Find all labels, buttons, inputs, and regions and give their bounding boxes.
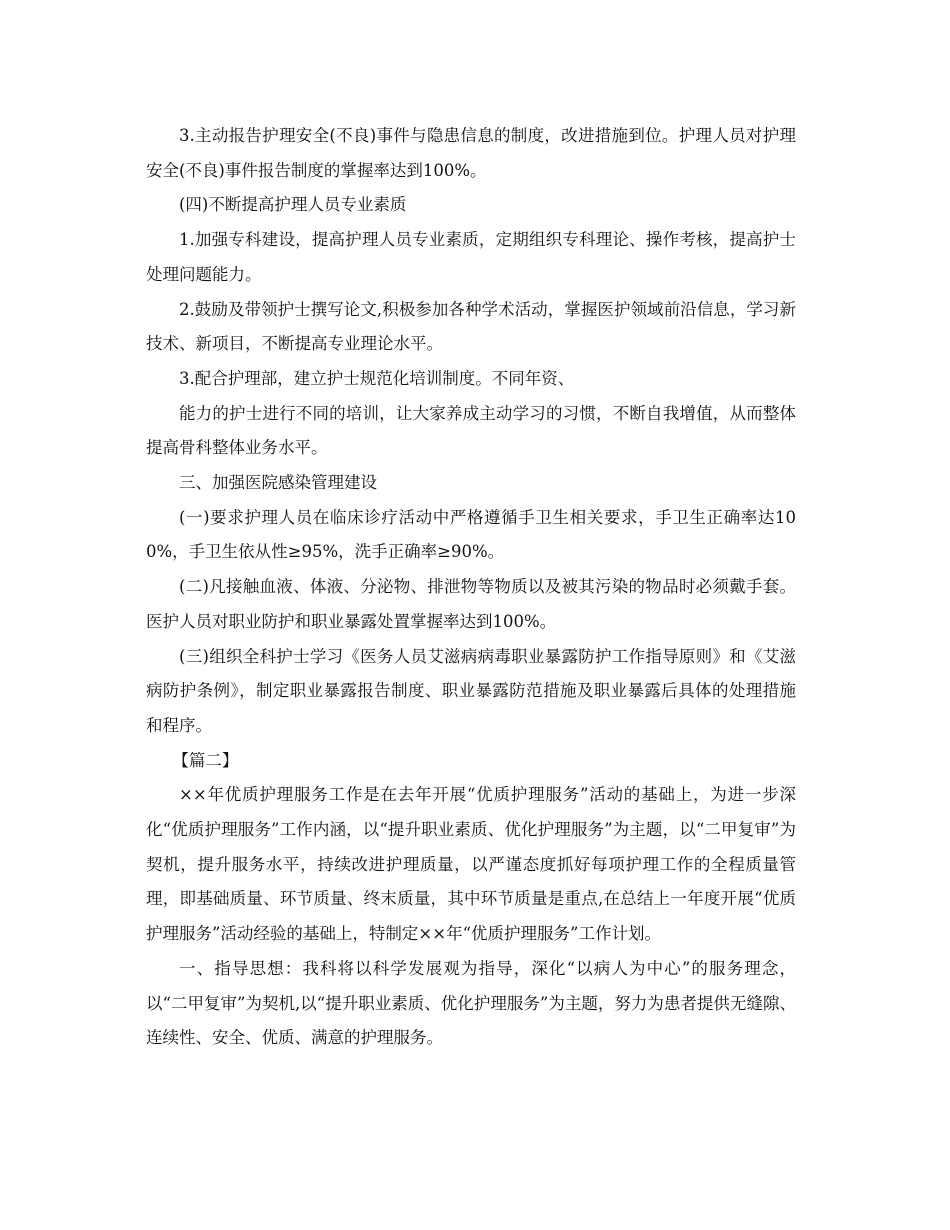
paragraph-quality-care-plan: ××年优质护理服务工作是在去年开展“优质护理服务”活动的基础上，为进一步深化“优质护理服务”工作内涵，以“提升职业素质、优化护理服务”为主题，以“二甲复审”为契机，提升服务水平，持续改进护理质量，以严谨态度抓好每项护理工作的全程质量管理，即基础质量、环节质量、终末质量，其中环节质量是重点,在总结上一年度开展“优质护理服务”活动经验的基础上，特制定××年“优质护理服务”工作计划。 [146, 785, 796, 944]
paragraph-hand-hygiene: (一)要求护理人员在临床诊疗活动中严格遵循手卫生相关要求，手卫生正确率达100%，手卫生依从性≥95%，洗手正确率≥90%。 [146, 507, 796, 562]
paragraph-standard-training: 3.配合护理部，建立护士规范化培训制度。不同年资、 [179, 368, 575, 388]
paragraph-safety-event-reporting: 3.主动报告护理安全(不良)事件与隐患信息的制度，改进措施到位。护理人员对护理安全(不良)事件报告制度的掌握率达到100%。 [146, 126, 796, 180]
document-body [146, 119, 796, 1056]
chapter-heading-part-two: 【篇二】 [172, 750, 239, 770]
paragraph-aids-protection: (三)组织全科护士学习《医务人员艾滋病病毒职业暴露防护工作指导原则》和《艾滋病防护条例》，制定职业暴露报告制度、职业暴露防范措施及职业暴露后具体的处理措施和程序。 [146, 646, 796, 735]
paragraph-guiding-ideology: 一、指导思想：我科将以科学发展观为指导，深化“以病人为中心”的服务理念，以“二甲复审”为契机,以“提升职业素质、优化护理服务”为主题，努力为患者提供无缝隙、连续性、安全、优质、满意的护理服务。 [146, 958, 796, 1048]
paragraph-gloves: (二)凡接触血液、体液、分泌物、排泄物等物质以及被其污染的物品时必须戴手套。医护人员对职业防护和职业暴露处置掌握率达到100%。 [146, 577, 796, 631]
paragraph-specialty-building: 1.加强专科建设，提高护理人员专业素质，定期组织专科理论、操作考核，提高护士处理问题能力。 [146, 230, 796, 284]
heading-professional-quality: (四)不断提高护理人员专业素质 [179, 195, 407, 215]
paragraph-academic-activities: 2.鼓励及带领护士撰写论文,积极参加各种学术活动，掌握医护领域前沿信息，学习新技术、新项目，不断提高专业理论水平。 [146, 299, 796, 354]
paragraph-training-continued: 能力的护士进行不同的培训，让大家养成主动学习的习惯，不断自我增值，从而整体提高骨科整体业务水平。 [146, 403, 796, 458]
heading-infection-management: 三、加强医院感染管理建设 [179, 473, 377, 493]
